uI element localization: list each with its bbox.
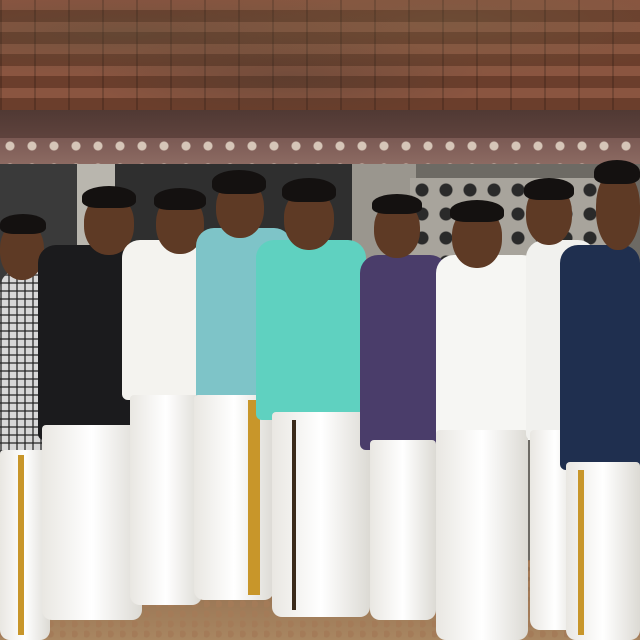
hair (372, 194, 422, 214)
eave-fretwork (0, 138, 640, 164)
navy-shirt (560, 245, 640, 470)
dhoti-border (578, 470, 584, 635)
dhoti (194, 395, 274, 600)
hair (0, 214, 46, 234)
dhoti (42, 425, 142, 620)
hair (450, 200, 504, 222)
green-shirt (256, 240, 366, 420)
dhoti (130, 395, 202, 605)
dhoti-border (18, 455, 24, 635)
hair (282, 178, 336, 202)
white-shirt (122, 240, 206, 400)
white-shirt (436, 255, 540, 440)
hair (594, 160, 640, 184)
hair (524, 178, 574, 200)
dhoti (436, 430, 528, 640)
hair (154, 188, 206, 210)
dhoti (370, 440, 436, 620)
dhoti-border (248, 400, 260, 595)
dhoti-border (292, 420, 296, 610)
hair (212, 170, 266, 194)
purple-shirt (360, 255, 448, 450)
roof-weathering (0, 0, 640, 110)
hair (82, 186, 136, 208)
dhoti (272, 412, 370, 617)
